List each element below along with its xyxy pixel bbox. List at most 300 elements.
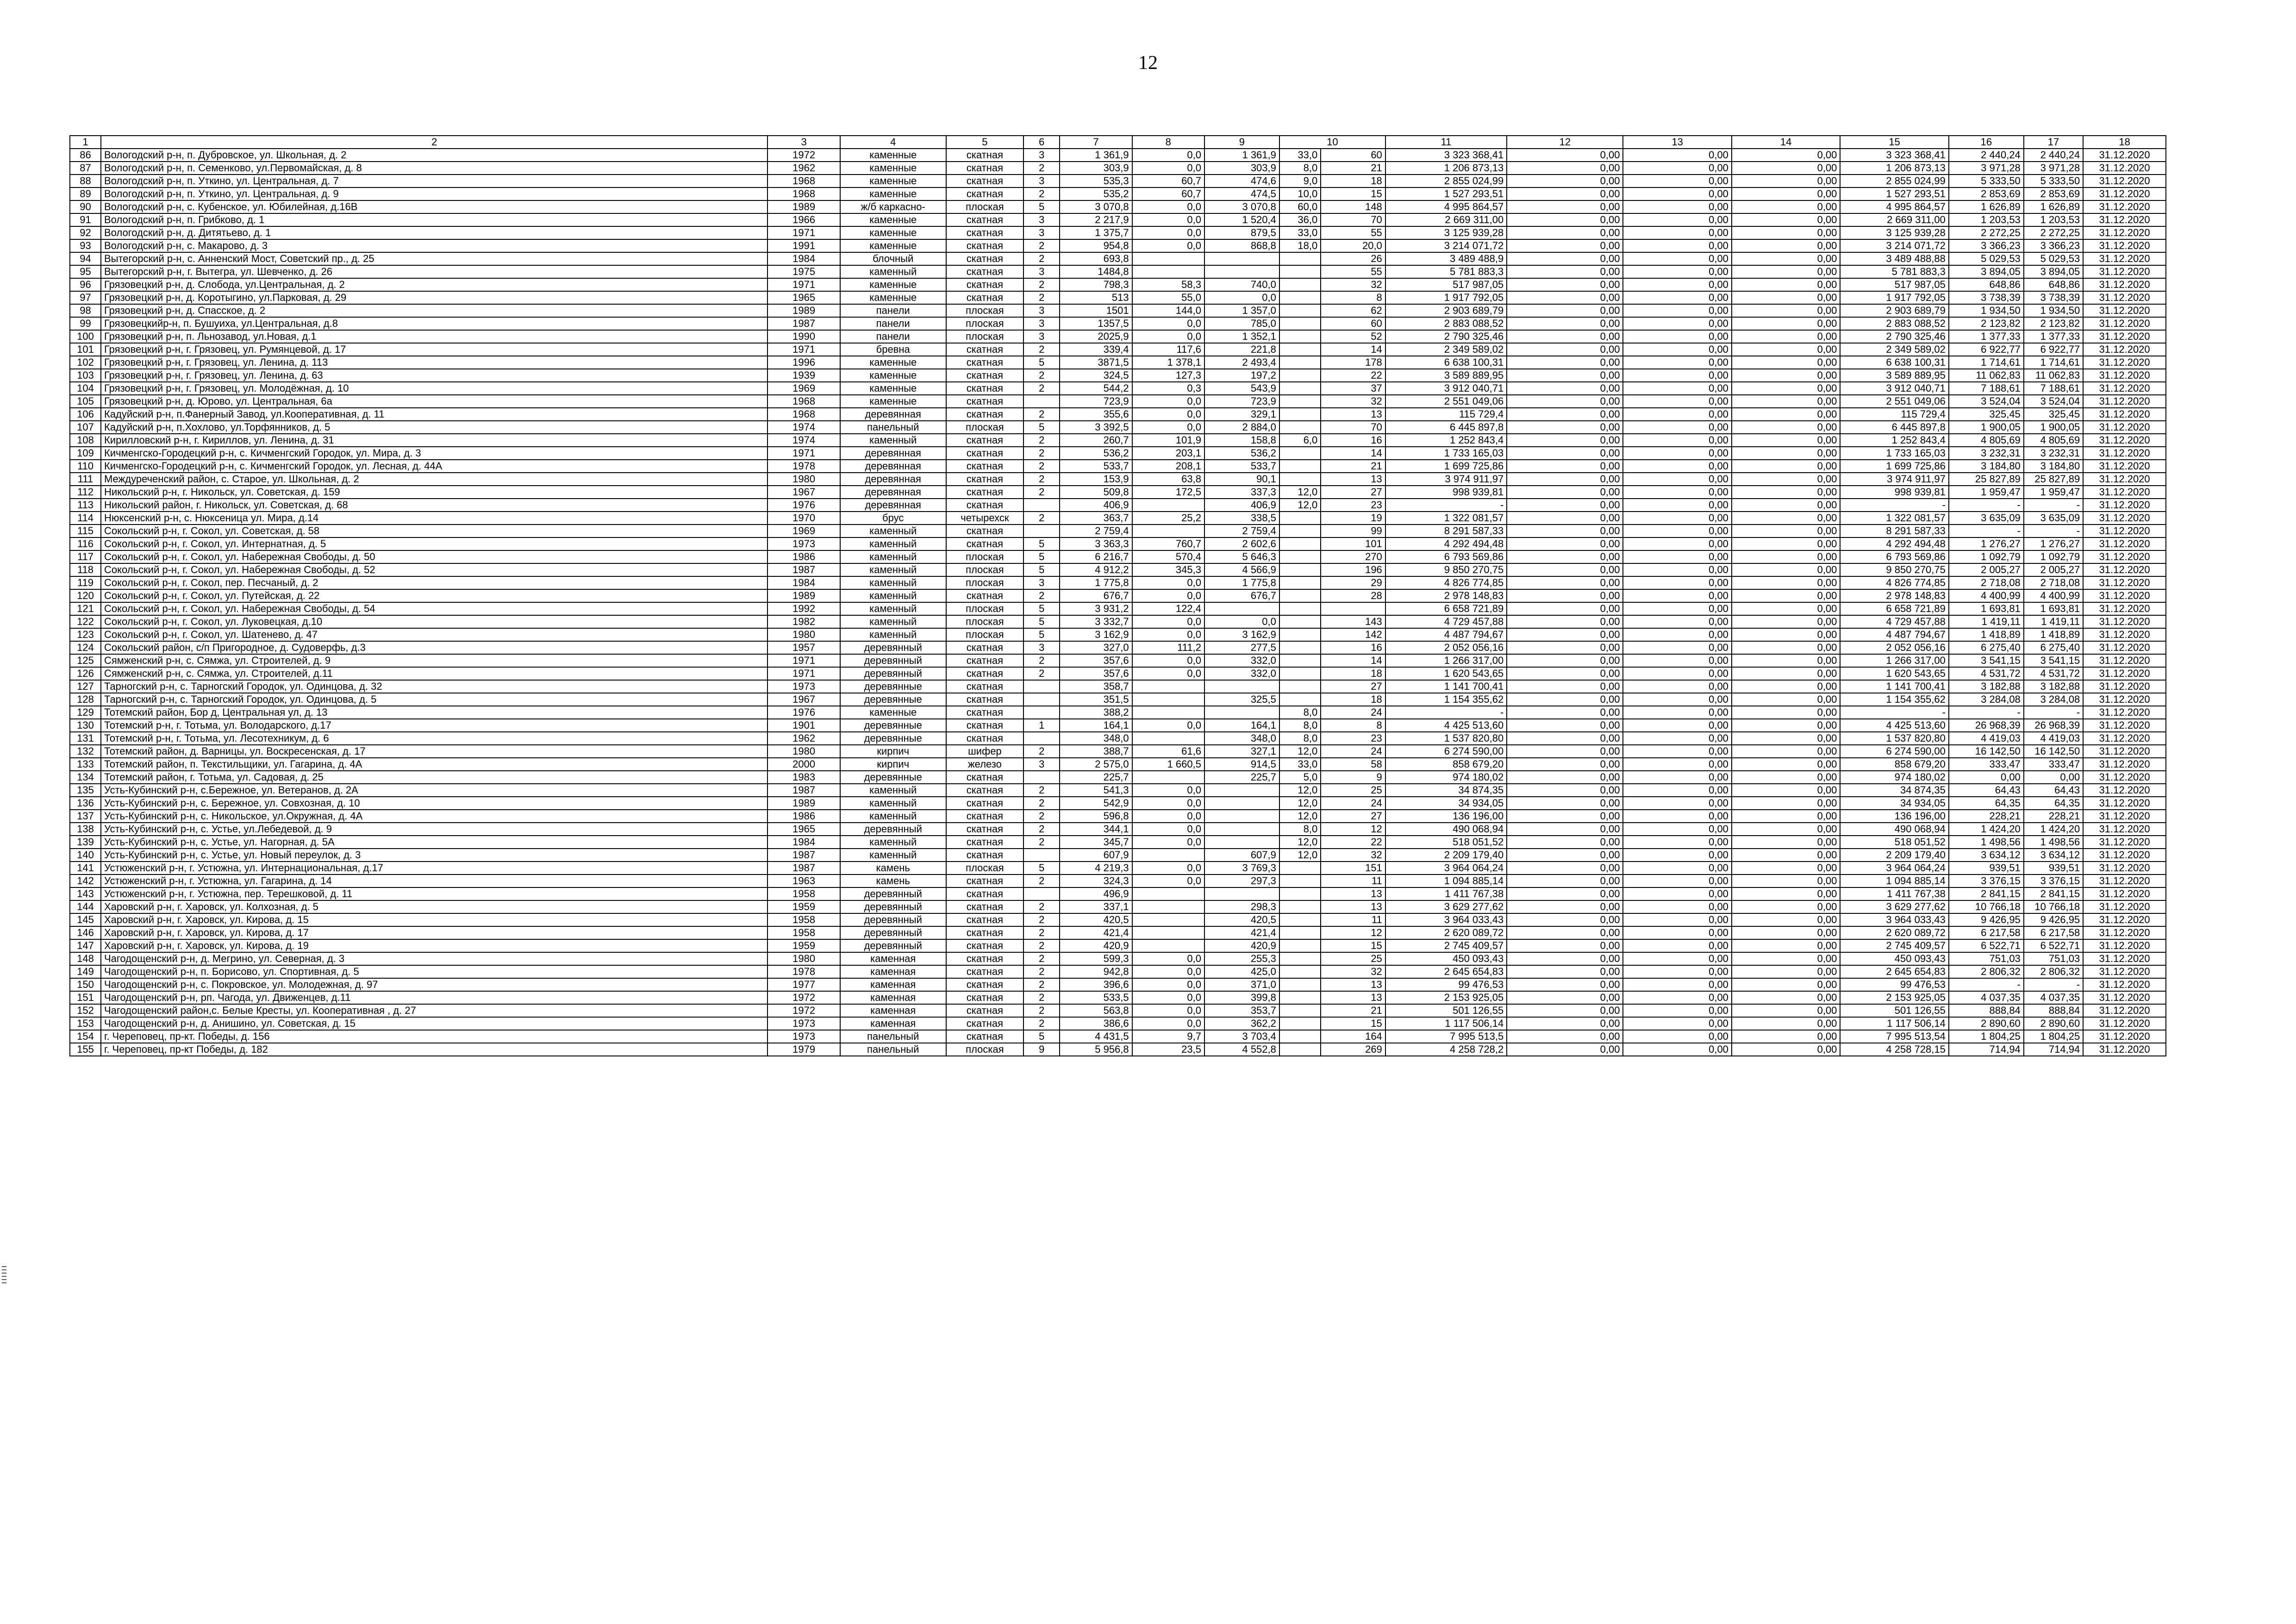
cell-cost-per-sqm: 3 376,15 xyxy=(1949,874,2024,887)
cell-wall-material: деревянный xyxy=(840,887,946,900)
cell-limit-per-sqm: 1 419,11 xyxy=(2024,615,2083,628)
cell-floors: 3 xyxy=(1023,213,1060,226)
cell-cost-col-14: 0,00 xyxy=(1732,1004,1840,1017)
cell-deadline: 31.12.2020 xyxy=(2083,265,2166,278)
cell-residential-area: 3 162,9 xyxy=(1204,628,1279,641)
cell-cost-total: 2 620 089,72 xyxy=(1385,926,1507,939)
cell-cost-per-sqm: 3 284,08 xyxy=(1949,693,2024,706)
cell-floors: 2 xyxy=(1023,900,1060,913)
cell-cost-per-sqm: - xyxy=(1949,499,2024,512)
cell-nonresidential-area: 0,0 xyxy=(1132,149,1204,162)
cell-wall-material: деревянная xyxy=(840,499,946,512)
cell-floors: 2 xyxy=(1023,187,1060,200)
cell-cost-col-12: 0,00 xyxy=(1507,589,1623,602)
cell-address: Грязовецкий р-н, г. Грязовец, ул. Румянцевой, д. 17 xyxy=(101,343,767,356)
cell-total-area: 533,7 xyxy=(1060,460,1132,473)
cell-address: Вологодский р-н, п. Дубровское, ул. Школьная, д. 2 xyxy=(101,149,767,162)
cell-deadline: 31.12.2020 xyxy=(2083,447,2166,460)
cell-floors: 2 xyxy=(1023,745,1060,758)
cell-address: г. Череповец, пр-кт Победы, д. 182 xyxy=(101,1043,767,1056)
cell-year-built: 1984 xyxy=(767,836,840,849)
cell-residents: 178 xyxy=(1321,356,1385,369)
cell-cost-col-14: 0,00 xyxy=(1732,330,1840,343)
table-row xyxy=(70,887,2166,900)
cell-year-built: 1980 xyxy=(767,473,840,486)
cell-total-area: 599,3 xyxy=(1060,952,1132,965)
cell-floors xyxy=(1023,732,1060,745)
cell-total-area: 607,9 xyxy=(1060,849,1132,862)
cell-cost-col-14: 0,00 xyxy=(1732,849,1840,862)
cell-limit-per-sqm: 3 232,31 xyxy=(2024,447,2083,460)
cell-cost-per-sqm: 325,45 xyxy=(1949,408,2024,421)
cell-cost-per-sqm: 1 419,11 xyxy=(1949,615,2024,628)
cell-row-number: 91 xyxy=(70,213,101,226)
cell-deadline: 31.12.2020 xyxy=(2083,771,2166,784)
cell-residential-area: 421,4 xyxy=(1204,926,1279,939)
cell-cost-col-13: 0,00 xyxy=(1623,628,1731,641)
cell-wall-material: деревянные xyxy=(840,680,946,693)
cell-cost-col-14: 0,00 xyxy=(1732,278,1840,291)
cell-address: Устюженский р-н, г. Устюжна, ул. Гагарина, д. 14 xyxy=(101,874,767,887)
cell-cost-per-sqm: 1 934,50 xyxy=(1949,304,2024,317)
cell-year-built: 1973 xyxy=(767,680,840,693)
cell-limit-per-sqm: 2 440,24 xyxy=(2024,149,2083,162)
cell-floors: 5 xyxy=(1023,563,1060,576)
cell-nonresidential-area: 1 660,5 xyxy=(1132,758,1204,771)
cell-cost-per-sqm: 1 959,47 xyxy=(1949,486,2024,499)
cell-cost-col-15: 99 476,53 xyxy=(1840,978,1948,991)
cell-limit-per-sqm: 64,35 xyxy=(2024,797,2083,810)
cell-residents: 13 xyxy=(1321,978,1385,991)
cell-roof-type: скатная xyxy=(946,952,1023,965)
cell-wall-material: каменный xyxy=(840,849,946,862)
cell-row-number: 113 xyxy=(70,499,101,512)
cell-cost-col-14: 0,00 xyxy=(1732,784,1840,797)
cell-cost-col-14: 0,00 xyxy=(1732,460,1840,473)
cell-col-10a xyxy=(1279,473,1321,486)
cell-cost-col-12: 0,00 xyxy=(1507,239,1623,252)
cell-cost-total: 99 476,53 xyxy=(1385,978,1507,991)
cell-cost-col-13: 0,00 xyxy=(1623,719,1731,732)
cell-cost-col-13: 0,00 xyxy=(1623,939,1731,952)
cell-cost-total: 1 252 843,4 xyxy=(1385,434,1507,447)
cell-cost-col-14: 0,00 xyxy=(1732,149,1840,162)
cell-roof-type: плоская xyxy=(946,304,1023,317)
cell-floors: 2 xyxy=(1023,810,1060,823)
cell-cost-col-14: 0,00 xyxy=(1732,226,1840,239)
cell-limit-per-sqm: 648,86 xyxy=(2024,278,2083,291)
cell-cost-col-13: 0,00 xyxy=(1623,550,1731,563)
cell-deadline: 31.12.2020 xyxy=(2083,252,2166,265)
cell-deadline: 31.12.2020 xyxy=(2083,291,2166,304)
cell-limit-per-sqm: 3 894,05 xyxy=(2024,265,2083,278)
cell-limit-per-sqm: 3 738,39 xyxy=(2024,291,2083,304)
cell-roof-type: скатная xyxy=(946,693,1023,706)
table-row xyxy=(70,343,2166,356)
cell-nonresidential-area: 0,0 xyxy=(1132,589,1204,602)
cell-col-10a xyxy=(1279,952,1321,965)
cell-cost-col-12: 0,00 xyxy=(1507,512,1623,525)
cell-cost-total: 2 052 056,16 xyxy=(1385,641,1507,654)
cell-cost-col-15: 2 209 179,40 xyxy=(1840,849,1948,862)
cell-cost-col-14: 0,00 xyxy=(1732,265,1840,278)
cell-deadline: 31.12.2020 xyxy=(2083,187,2166,200)
cell-limit-per-sqm: 25 827,89 xyxy=(2024,473,2083,486)
cell-year-built: 1969 xyxy=(767,525,840,537)
cell-residents: 22 xyxy=(1321,369,1385,382)
cell-cost-total: 2 645 654,83 xyxy=(1385,965,1507,978)
cell-cost-col-13: 0,00 xyxy=(1623,849,1731,862)
cell-nonresidential-area: 144,0 xyxy=(1132,304,1204,317)
cell-cost-col-12: 0,00 xyxy=(1507,926,1623,939)
cell-col-10a xyxy=(1279,913,1321,926)
cell-residential-area: 2 884,0 xyxy=(1204,421,1279,434)
table-row xyxy=(70,862,2166,874)
cell-year-built: 1976 xyxy=(767,499,840,512)
cell-cost-col-15: 1 322 081,57 xyxy=(1840,512,1948,525)
cell-year-built: 1974 xyxy=(767,421,840,434)
cell-residential-area: 1 775,8 xyxy=(1204,576,1279,589)
cell-residents: 32 xyxy=(1321,395,1385,408)
cell-year-built: 1978 xyxy=(767,460,840,473)
cell-row-number: 105 xyxy=(70,395,101,408)
cell-limit-per-sqm: 6 522,71 xyxy=(2024,939,2083,952)
cell-cost-col-13: 0,00 xyxy=(1623,447,1731,460)
cell-cost-col-12: 0,00 xyxy=(1507,213,1623,226)
cell-col-10a: 8,0 xyxy=(1279,732,1321,745)
cell-floors: 2 xyxy=(1023,291,1060,304)
cell-year-built: 1966 xyxy=(767,213,840,226)
cell-col-10a xyxy=(1279,667,1321,680)
cell-cost-col-14: 0,00 xyxy=(1732,680,1840,693)
cell-floors: 5 xyxy=(1023,862,1060,874)
cell-row-number: 130 xyxy=(70,719,101,732)
cell-cost-per-sqm: 1 693,81 xyxy=(1949,602,2024,615)
cell-row-number: 99 xyxy=(70,317,101,330)
cell-cost-col-15: 1 141 700,41 xyxy=(1840,680,1948,693)
cell-address: Грязовецкийр-н, п. Бушуиха, ул.Центральная, д.8 xyxy=(101,317,767,330)
cell-cost-col-14: 0,00 xyxy=(1732,1017,1840,1030)
cell-row-number: 89 xyxy=(70,187,101,200)
cell-nonresidential-area: 0,0 xyxy=(1132,991,1204,1004)
cell-residential-area: 1 357,0 xyxy=(1204,304,1279,317)
cell-roof-type: скатная xyxy=(946,1004,1023,1017)
cell-col-10a xyxy=(1279,615,1321,628)
cell-cost-col-13: 0,00 xyxy=(1623,149,1731,162)
cell-wall-material: каменный xyxy=(840,589,946,602)
cell-roof-type: скатная xyxy=(946,162,1023,175)
cell-cost-col-15: 2 052 056,16 xyxy=(1840,641,1948,654)
cell-cost-total: 3 214 071,72 xyxy=(1385,239,1507,252)
cell-cost-col-14: 0,00 xyxy=(1732,304,1840,317)
cell-limit-per-sqm: 2 890,60 xyxy=(2024,1017,2083,1030)
header-cell-7: 7 xyxy=(1060,136,1132,149)
cell-cost-col-15: 501 126,55 xyxy=(1840,1004,1948,1017)
cell-cost-total: 115 729,4 xyxy=(1385,408,1507,421)
cell-total-area: 693,8 xyxy=(1060,252,1132,265)
table-body xyxy=(70,149,2166,1056)
table-row xyxy=(70,628,2166,641)
cell-cost-total: 6 793 569,86 xyxy=(1385,550,1507,563)
cell-wall-material: деревянные xyxy=(840,693,946,706)
cell-cost-per-sqm: 2 806,32 xyxy=(1949,965,2024,978)
cell-cost-per-sqm: 1 900,05 xyxy=(1949,421,2024,434)
cell-cost-col-15: 2 153 925,05 xyxy=(1840,991,1948,1004)
cell-residents: 15 xyxy=(1321,187,1385,200)
cell-col-10a xyxy=(1279,460,1321,473)
cell-cost-col-13: 0,00 xyxy=(1623,900,1731,913)
cell-row-number: 120 xyxy=(70,589,101,602)
cell-floors: 2 xyxy=(1023,382,1060,395)
cell-cost-per-sqm: 2 841,15 xyxy=(1949,887,2024,900)
cell-cost-total: 4 425 513,60 xyxy=(1385,719,1507,732)
cell-cost-col-15: 3 964 064,24 xyxy=(1840,862,1948,874)
cell-cost-col-12: 0,00 xyxy=(1507,525,1623,537)
cell-limit-per-sqm: 0,00 xyxy=(2024,771,2083,784)
cell-cost-per-sqm: 1 714,61 xyxy=(1949,356,2024,369)
cell-residential-area: 474,6 xyxy=(1204,175,1279,187)
cell-residents: 143 xyxy=(1321,615,1385,628)
cell-floors: 2 xyxy=(1023,654,1060,667)
cell-residential-area: 298,3 xyxy=(1204,900,1279,913)
cell-cost-total: 3 964 064,24 xyxy=(1385,862,1507,874)
cell-deadline: 31.12.2020 xyxy=(2083,537,2166,550)
cell-cost-col-13: 0,00 xyxy=(1623,200,1731,213)
cell-cost-total: 34 934,05 xyxy=(1385,797,1507,810)
cell-floors: 2 xyxy=(1023,460,1060,473)
cell-cost-col-15: - xyxy=(1840,706,1948,719)
cell-residents: 58 xyxy=(1321,758,1385,771)
cell-nonresidential-area: 172,5 xyxy=(1132,486,1204,499)
cell-cost-col-12: 0,00 xyxy=(1507,797,1623,810)
cell-roof-type: скатная xyxy=(946,460,1023,473)
cell-cost-per-sqm: 3 366,23 xyxy=(1949,239,2024,252)
table-row xyxy=(70,187,2166,200)
cell-cost-total: 2 883 088,52 xyxy=(1385,317,1507,330)
cell-col-10a xyxy=(1279,252,1321,265)
cell-floors xyxy=(1023,693,1060,706)
cell-col-10a xyxy=(1279,408,1321,421)
cell-cost-col-14: 0,00 xyxy=(1732,667,1840,680)
cell-deadline: 31.12.2020 xyxy=(2083,926,2166,939)
cell-roof-type: плоская xyxy=(946,330,1023,343)
table-row xyxy=(70,447,2166,460)
cell-cost-col-12: 0,00 xyxy=(1507,382,1623,395)
cell-col-10a: 12,0 xyxy=(1279,849,1321,862)
cell-wall-material: кирпич xyxy=(840,758,946,771)
cell-address: Нюксенский р-н, с. Нюксеница ул. Мира, д.14 xyxy=(101,512,767,525)
cell-cost-col-13: 0,00 xyxy=(1623,732,1731,745)
cell-cost-col-14: 0,00 xyxy=(1732,550,1840,563)
cell-cost-total: 1 620 543,65 xyxy=(1385,667,1507,680)
cell-residential-area: 785,0 xyxy=(1204,317,1279,330)
cell-cost-total: 1 266 317,00 xyxy=(1385,654,1507,667)
cell-year-built: 1977 xyxy=(767,978,840,991)
cell-floors: 2 xyxy=(1023,797,1060,810)
cell-cost-total: 3 912 040,71 xyxy=(1385,382,1507,395)
cell-wall-material: каменный xyxy=(840,550,946,563)
cell-cost-col-14: 0,00 xyxy=(1732,317,1840,330)
cell-limit-per-sqm: 5 333,50 xyxy=(2024,175,2083,187)
cell-cost-col-14: 0,00 xyxy=(1732,602,1840,615)
cell-cost-per-sqm: 2 718,08 xyxy=(1949,576,2024,589)
cell-wall-material: каменная xyxy=(840,1017,946,1030)
cell-cost-per-sqm: 64,35 xyxy=(1949,797,2024,810)
cell-wall-material: каменные xyxy=(840,356,946,369)
cell-year-built: 1987 xyxy=(767,862,840,874)
cell-cost-col-15: 518 051,52 xyxy=(1840,836,1948,849)
cell-nonresidential-area: 0,0 xyxy=(1132,317,1204,330)
cell-residential-area xyxy=(1204,797,1279,810)
cell-floors: 2 xyxy=(1023,369,1060,382)
table-row xyxy=(70,200,2166,213)
cell-residents: 151 xyxy=(1321,862,1385,874)
cell-cost-per-sqm: 3 524,04 xyxy=(1949,395,2024,408)
cell-wall-material: каменный xyxy=(840,602,946,615)
cell-total-area: 2 217,9 xyxy=(1060,213,1132,226)
cell-nonresidential-area: 0,0 xyxy=(1132,421,1204,434)
cell-address: Чагодощенский р-н, рп. Чагода, ул. Движенцев, д.11 xyxy=(101,991,767,1004)
cell-cost-col-13: 0,00 xyxy=(1623,758,1731,771)
cell-roof-type: скатная xyxy=(946,239,1023,252)
cell-deadline: 31.12.2020 xyxy=(2083,1043,2166,1056)
cell-col-10a xyxy=(1279,356,1321,369)
cell-residents: 13 xyxy=(1321,991,1385,1004)
cell-cost-col-15: 1 252 843,4 xyxy=(1840,434,1948,447)
cell-wall-material: каменная xyxy=(840,965,946,978)
cell-cost-col-13: 0,00 xyxy=(1623,680,1731,693)
cell-year-built: 1958 xyxy=(767,913,840,926)
cell-year-built: 1963 xyxy=(767,874,840,887)
cell-cost-col-13: 0,00 xyxy=(1623,745,1731,758)
cell-limit-per-sqm: 751,03 xyxy=(2024,952,2083,965)
cell-year-built: 1968 xyxy=(767,408,840,421)
header-cell-6: 6 xyxy=(1023,136,1060,149)
cell-deadline: 31.12.2020 xyxy=(2083,162,2166,175)
cell-floors: 5 xyxy=(1023,602,1060,615)
cell-floors: 2 xyxy=(1023,162,1060,175)
cell-cost-col-14: 0,00 xyxy=(1732,991,1840,1004)
cell-row-number: 151 xyxy=(70,991,101,1004)
cell-row-number: 119 xyxy=(70,576,101,589)
cell-residential-area xyxy=(1204,810,1279,823)
cell-total-area: 420,9 xyxy=(1060,939,1132,952)
cell-cost-per-sqm: 1 377,33 xyxy=(1949,330,2024,343)
cell-cost-total: 1 917 792,05 xyxy=(1385,291,1507,304)
cell-cost-col-13: 0,00 xyxy=(1623,810,1731,823)
cell-cost-per-sqm: 333,47 xyxy=(1949,758,2024,771)
cell-nonresidential-area: 0,0 xyxy=(1132,239,1204,252)
cell-year-built: 1968 xyxy=(767,175,840,187)
cell-col-10a: 33,0 xyxy=(1279,226,1321,239)
cell-cost-col-15: 2 620 089,72 xyxy=(1840,926,1948,939)
cell-cost-total: 4 995 864,57 xyxy=(1385,200,1507,213)
cell-floors: 1 xyxy=(1023,719,1060,732)
cell-residents: 12 xyxy=(1321,823,1385,836)
cell-residents: 32 xyxy=(1321,278,1385,291)
cell-cost-col-12: 0,00 xyxy=(1507,758,1623,771)
cell-cost-col-13: 0,00 xyxy=(1623,667,1731,680)
cell-cost-col-13: 0,00 xyxy=(1623,369,1731,382)
cell-col-10a: 12,0 xyxy=(1279,486,1321,499)
cell-cost-col-13: 0,00 xyxy=(1623,252,1731,265)
cell-roof-type: скатная xyxy=(946,939,1023,952)
cell-cost-col-14: 0,00 xyxy=(1732,356,1840,369)
cell-cost-per-sqm: 2 005,27 xyxy=(1949,563,2024,576)
cell-wall-material: панельный xyxy=(840,1030,946,1043)
cell-cost-per-sqm: 1 418,89 xyxy=(1949,628,2024,641)
cell-limit-per-sqm: 2 123,82 xyxy=(2024,317,2083,330)
cell-cost-total: 6 274 590,00 xyxy=(1385,745,1507,758)
cell-col-10a: 12,0 xyxy=(1279,745,1321,758)
cell-cost-total: 3 629 277,62 xyxy=(1385,900,1507,913)
cell-roof-type: скатная xyxy=(946,1030,1023,1043)
cell-total-area: 2 575,0 xyxy=(1060,758,1132,771)
cell-address: Грязовецкий р-н, д. Спасское, д. 2 xyxy=(101,304,767,317)
cell-residents: 21 xyxy=(1321,460,1385,473)
cell-deadline: 31.12.2020 xyxy=(2083,810,2166,823)
cell-deadline: 31.12.2020 xyxy=(2083,719,2166,732)
cell-cost-col-15: 4 487 794,67 xyxy=(1840,628,1948,641)
cell-address: Вологодский р-н, п. Уткино, ул. Центральная, д. 9 xyxy=(101,187,767,200)
cell-cost-col-15: 3 912 040,71 xyxy=(1840,382,1948,395)
cell-wall-material: каменные xyxy=(840,239,946,252)
cell-roof-type: скатная xyxy=(946,408,1023,421)
cell-residents: 55 xyxy=(1321,226,1385,239)
cell-cost-col-14: 0,00 xyxy=(1732,719,1840,732)
cell-col-10a xyxy=(1279,330,1321,343)
cell-year-built: 1989 xyxy=(767,304,840,317)
cell-col-10a: 9,0 xyxy=(1279,175,1321,187)
table-row xyxy=(70,175,2166,187)
cell-residents: 25 xyxy=(1321,952,1385,965)
cell-address: г. Череповец, пр-кт. Победы, д. 156 xyxy=(101,1030,767,1043)
table-row xyxy=(70,771,2166,784)
cell-limit-per-sqm: 5 029,53 xyxy=(2024,252,2083,265)
cell-address: Тотемский район, п. Текстильщики, ул. Гагарина, д. 4А xyxy=(101,758,767,771)
cell-roof-type: скатная xyxy=(946,226,1023,239)
cell-cost-col-14: 0,00 xyxy=(1732,473,1840,486)
cell-col-10a xyxy=(1279,1004,1321,1017)
cell-cost-per-sqm: 3 182,88 xyxy=(1949,680,2024,693)
cell-cost-col-14: 0,00 xyxy=(1732,395,1840,408)
cell-cost-col-15: 3 214 071,72 xyxy=(1840,239,1948,252)
cell-year-built: 1987 xyxy=(767,784,840,797)
cell-cost-total: 517 987,05 xyxy=(1385,278,1507,291)
cell-residential-area: 332,0 xyxy=(1204,654,1279,667)
cell-cost-per-sqm: 3 635,09 xyxy=(1949,512,2024,525)
table-row xyxy=(70,265,2166,278)
cell-limit-per-sqm: 11 062,83 xyxy=(2024,369,2083,382)
table-row xyxy=(70,1004,2166,1017)
cell-roof-type: скатная xyxy=(946,641,1023,654)
cell-cost-col-12: 0,00 xyxy=(1507,187,1623,200)
cell-cost-per-sqm: 16 142,50 xyxy=(1949,745,2024,758)
header-cell-18: 18 xyxy=(2083,136,2166,149)
cell-cost-col-15: 998 939,81 xyxy=(1840,486,1948,499)
cell-cost-col-14: 0,00 xyxy=(1732,512,1840,525)
header-cell-4: 4 xyxy=(840,136,946,149)
cell-cost-per-sqm: 6 522,71 xyxy=(1949,939,2024,952)
cell-residents: 29 xyxy=(1321,576,1385,589)
cell-wall-material: деревянные xyxy=(840,719,946,732)
cell-row-number: 129 xyxy=(70,706,101,719)
cell-nonresidential-area: 0,0 xyxy=(1132,408,1204,421)
cell-row-number: 136 xyxy=(70,797,101,810)
cell-wall-material: деревянная xyxy=(840,447,946,460)
cell-cost-col-15: 4 258 728,15 xyxy=(1840,1043,1948,1056)
cell-address: Грязовецкий р-н, г. Грязовец, ул. Молодёжная, д. 10 xyxy=(101,382,767,395)
